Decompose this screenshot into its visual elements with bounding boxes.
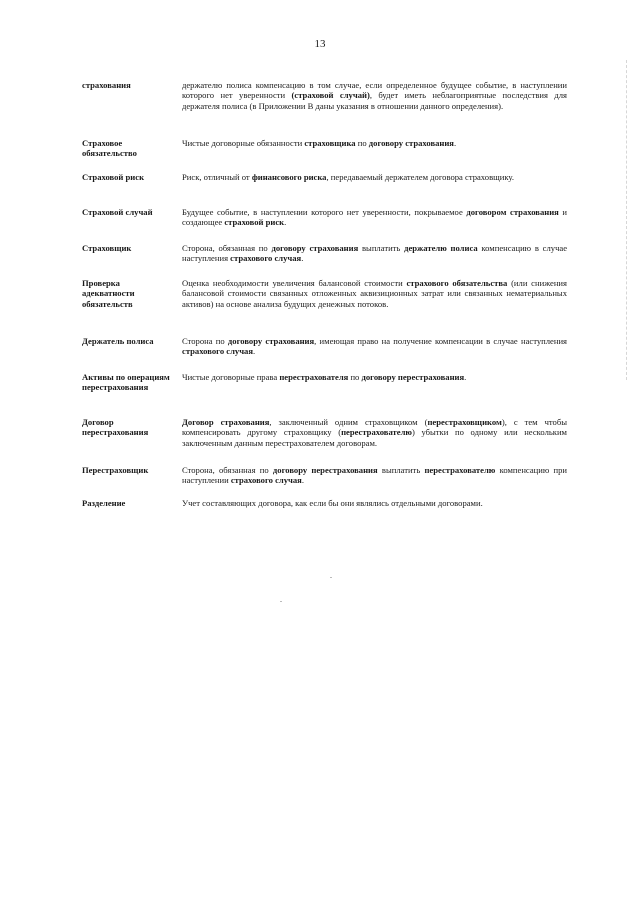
definition-text: Чистые договорные права: [182, 372, 280, 382]
definition-text: .: [301, 253, 304, 264]
defined-term-reference: страхового обязательства: [406, 278, 508, 288]
definition-text: компенсацию при наступлении: [182, 465, 568, 486]
defined-term-reference: перестрахователю: [424, 465, 496, 475]
definition-text: и создающее: [182, 207, 568, 228]
defined-term-reference: (страховой случай): [291, 90, 370, 101]
glossary-term: страхования: [82, 80, 131, 90]
definition-text: .: [284, 217, 287, 228]
definition-text: Сторона, обязанная по: [182, 465, 273, 475]
definition-text: выплатить: [358, 243, 405, 253]
glossary-definition: [182, 465, 567, 486]
page-number: 13: [314, 38, 326, 50]
defined-term-reference: страхового случая: [230, 253, 302, 264]
defined-term-reference: договором страхования: [466, 207, 559, 217]
definition-text: (или снижения балансовой стоимости связанных отложенных аквизиционных затрат или связанных нематериальных активов) на основе анализа будущих денежных потоков.: [182, 278, 567, 309]
glossary-term: Разделение: [82, 498, 126, 508]
defined-term-reference: страховщика: [304, 138, 356, 148]
defined-term-reference: держателю полиса: [404, 243, 478, 253]
defined-term-reference: договору страхования: [368, 138, 454, 148]
defined-term-reference: договору перестрахования: [272, 465, 378, 475]
defined-term-reference: договору страхования: [271, 243, 359, 253]
definition-text: Учет составляющих договора, как если бы они являлись отдельными договорами.: [182, 498, 483, 508]
definition-text: Риск, отличный от: [182, 172, 252, 182]
glossary-definition: [182, 80, 567, 111]
defined-term-reference: перестраховщиком: [427, 417, 502, 427]
definition-text: ) убытки по одному или нескольким заключенным данным перестрахователем договорам.: [182, 427, 567, 448]
scan-speck: [280, 601, 282, 602]
glossary-definition: [182, 278, 567, 309]
definition-text: .: [464, 372, 467, 382]
definition-text: .: [453, 138, 457, 148]
glossary-term: Договор перестрахования: [82, 417, 149, 438]
glossary-definition: [182, 417, 567, 448]
defined-term-reference: Договор страхования: [182, 417, 270, 427]
definition-text: Сторона по: [182, 336, 228, 346]
glossary-term: Страховое обязательство: [82, 138, 137, 159]
definition-text: по: [355, 138, 369, 148]
definition-text: , заключенный одним страховщиком (: [269, 417, 428, 427]
glossary-term: Держатель полиса: [82, 336, 154, 346]
glossary-term: Страховой случай: [82, 207, 153, 217]
defined-term-reference: договору страхования: [227, 336, 315, 346]
definition-text: держателю полиса компенсацию в том случае, если определенное будущее событие, в наступлении которого нет уверенности: [182, 80, 567, 101]
glossary-definition: [182, 243, 567, 264]
defined-term-reference: страховой риск: [224, 217, 285, 228]
defined-term-reference: перестрахователя: [279, 372, 349, 382]
definition-text: Сторона, обязанная по: [182, 243, 272, 253]
definition-text: , имеющая право на получение компенсации в случае наступления: [314, 336, 567, 346]
definition-text: компенсацию в случае наступления: [182, 243, 568, 264]
defined-term-reference: страхового случая: [230, 475, 302, 486]
definition-text: Оценка необходимости увеличения балансовой стоимости: [182, 278, 407, 288]
glossary-definition: [182, 138, 567, 148]
defined-term-reference: договору перестрахования: [361, 372, 465, 382]
scan-speck: [330, 577, 332, 578]
glossary-term: Проверка адекватности обязательств: [82, 278, 135, 309]
definition-text: Будущее событие, в наступлении которого нет уверенности, покрываемое: [182, 207, 467, 217]
defined-term-reference: финансового риска: [251, 172, 327, 182]
definition-text: , передаваемый держателем договора страховщику.: [326, 172, 514, 182]
glossary-term: Страховой риск: [82, 172, 145, 182]
glossary-term: Активы по операциям перестрахования: [82, 372, 170, 393]
glossary-term: Перестраховщик: [82, 465, 149, 475]
glossary-definition: [182, 498, 567, 508]
glossary-term: Страховщик: [82, 243, 132, 253]
glossary-definition: [182, 172, 567, 182]
margin-line: [626, 60, 627, 380]
defined-term-reference: страхового случая: [182, 346, 254, 357]
definition-text: .: [301, 475, 304, 486]
glossary-definition: [182, 207, 567, 228]
defined-term-reference: перестрахователю: [341, 427, 412, 438]
definition-text: .: [253, 346, 256, 357]
definition-text: , будет иметь неблагоприятные последствия для держателя полиса (в Приложении В даны указания в отношении данного определения).: [182, 90, 567, 111]
glossary-definition: [182, 336, 567, 357]
glossary-definition: [182, 372, 567, 382]
definition-text: ), с тем чтобы компенсировать другому страховщику (: [182, 417, 567, 438]
definition-text: Чистые договорные обязанности: [182, 138, 305, 148]
definition-text: по: [348, 372, 362, 382]
definition-text: выплатить: [377, 465, 425, 475]
